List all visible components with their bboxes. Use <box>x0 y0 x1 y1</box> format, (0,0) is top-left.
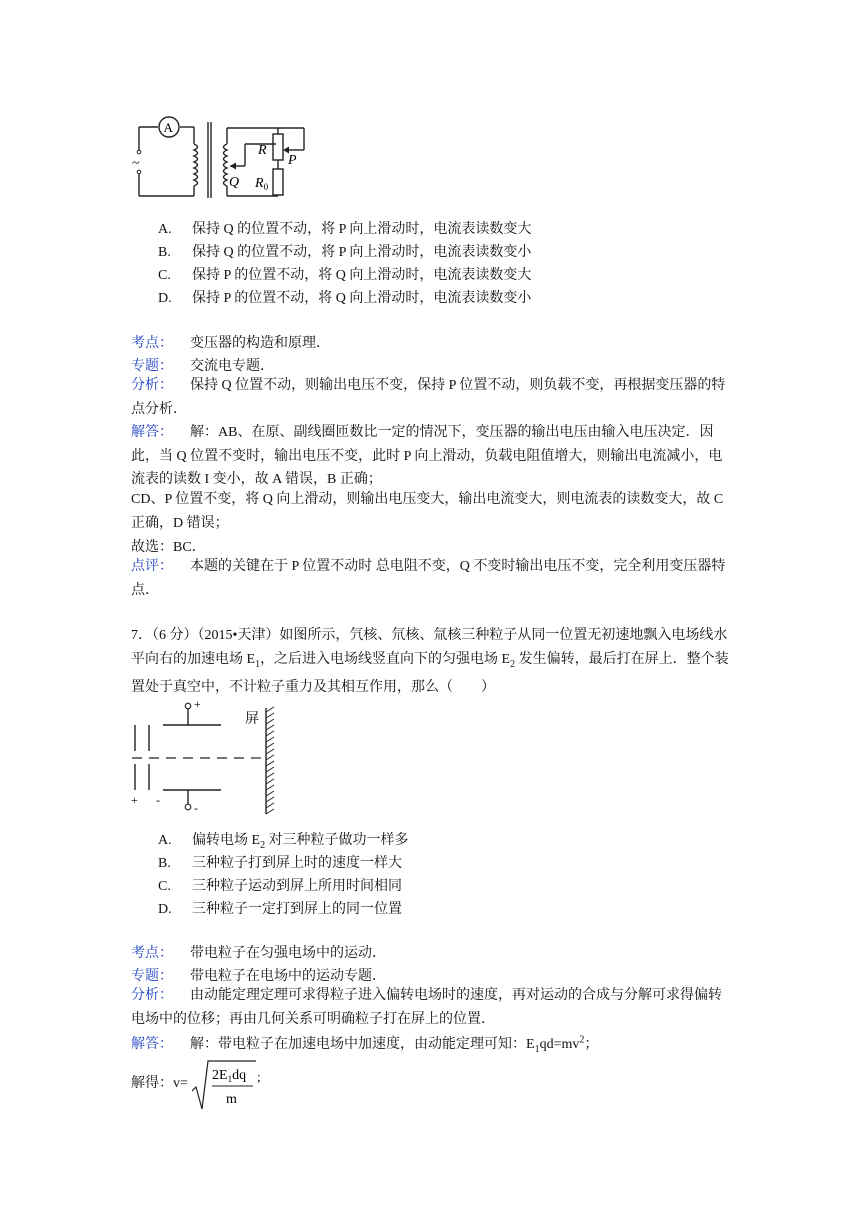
screen-label: 屏 <box>245 712 259 727</box>
q7-option-d: D. 三种粒子一定打到屏上的同一位置 <box>158 902 402 917</box>
formula-denominator: m <box>226 1092 237 1107</box>
left-plate-minus: - <box>156 793 160 807</box>
q6-jieda: 解答： 解：AB、在原、副线圈匝数比一定的情况下，变压器的输出电压由输入电压决定．因此，当 Q 位置不变时，输出电压不变，此时 P 向上滑动，负载电阻值增大，则输出电流减小，电流表的读数 I 变小，故 A 错误，B 正确； <box>131 425 723 487</box>
q7-kaodian: 考点： 带电粒子在匀强电场中的运动． <box>131 946 386 961</box>
q6-option-a: A. 保持 Q 的位置不动，将 P 向上滑动时，电流表读数变大 <box>158 222 532 237</box>
q6-option-b: B. 保持 Q 的位置不动，将 P 向上滑动时，电流表读数变小 <box>158 245 532 260</box>
q7-zhuanti: 专题： 带电粒子在电场中的运动专题． <box>131 969 386 984</box>
q7-jieda: 解答： 解：带电粒子在加速电场中加速度，由动能定理可知：$E_1qd=mv^2$； <box>131 1034 599 1055</box>
q-label: Q <box>229 175 240 190</box>
q6-option-d: D. 保持 P 的位置不动，将 Q 向上滑动时，电流表读数变小 <box>158 291 532 306</box>
p-label: P <box>288 153 297 168</box>
q6-fenxi: 分析： 保持 Q 位置不动，则输出电压不变，保持 P 位置不动，则负载不变，再根据变压器的特点分析． <box>131 378 726 417</box>
transformer-circuit-diagram <box>128 114 313 204</box>
q6-option-c: C. 保持 P 的位置不动，将 Q 向上滑动时，电流表读数变大 <box>158 268 532 283</box>
q7-option-a: A. 偏转电场 $E_2$ 对三种粒子做功一样多 <box>158 833 409 851</box>
q7-option-b: B. 三种粒子打到屏上时的速度一样大 <box>158 856 402 871</box>
q7-option-c: C. 三种粒子运动到屏上所用时间相同 <box>158 879 402 894</box>
bottom-plate-minus: - <box>194 801 198 815</box>
q6-dianping: 点评： 本题的关键在于 P 位置不动时 总电阻不变，Q 不变时输出电压不变，完全利用变压器特点． <box>131 559 726 598</box>
ammeter-label: A <box>163 120 173 135</box>
deflection-field-diagram <box>128 694 278 816</box>
q6-zhuanti: 专题： 交流电专题． <box>131 359 274 374</box>
q7-fenxi: 分析： 由动能定理定理可求得粒子进入偏转电场时的速度，再对运动的合成与分解可求得偏转电场中的位移；再由几何关系可明确粒子打在屏上的位置． <box>131 988 722 1027</box>
formula-numerator: $2E_1dq$ <box>212 1068 247 1084</box>
ac-source-symbol: ~ <box>132 156 140 171</box>
velocity-formula <box>190 1059 270 1113</box>
top-plate-plus: + <box>194 697 201 711</box>
q6-jieda-cd: CD、P 位置不变，将 Q 向上滑动，则输出电压变大，输出电流变大，则电流表的读数变大，故 C 正确，D 错误； <box>131 492 724 531</box>
q6-guxuan: 故选：BC． <box>131 540 206 555</box>
q7-jiede-label: 解得：v= <box>131 1076 188 1091</box>
left-plate-plus: + <box>131 793 138 807</box>
formula-end: ; <box>257 1069 261 1084</box>
r-label: R <box>258 143 267 158</box>
r0-label: $R_0$ <box>255 176 269 192</box>
q7-stem: 7．（6 分）（2015•天津）如图所示，氕核、氘核、氚核三种粒子从同一位置无初速地飘入电场线水平向右的加速电场 $E_1$，之后进入电场线竖直向下的匀强电场 $E_2$ 发生偏转，最后打在屏上．整个装置处于真空中，不计粒子重力及其相互作用，那么（ ） <box>131 628 729 695</box>
q6-kaodian: 考点： 变压器的构造和原理． <box>131 336 330 351</box>
